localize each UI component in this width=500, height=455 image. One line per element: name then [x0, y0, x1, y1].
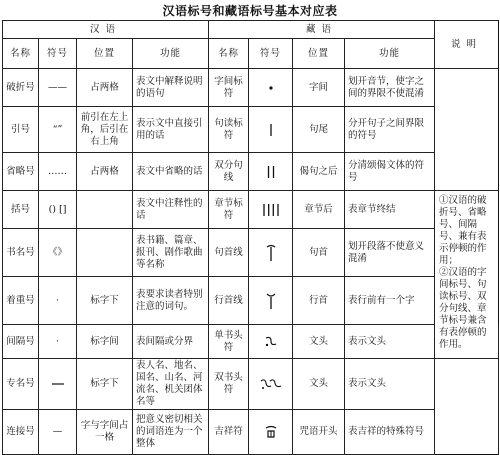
header-zang-symbol: 符号 — [249, 39, 293, 69]
row-han-name: 省略号 — [3, 153, 39, 191]
row-han-function: 表文中注释性的话 — [133, 191, 209, 229]
row-han-symbol: 《》 — [39, 229, 77, 277]
row-zang-name: 行首线 — [209, 277, 249, 325]
table-row — [3, 107, 499, 153]
row-han-position: 标字下 — [77, 277, 133, 325]
row-zang-function: 分开句子之间界限的符号 — [345, 107, 435, 153]
row-zang-function: 分清颂偈文体的符号 — [345, 153, 435, 191]
row-han-name: 破折号 — [3, 69, 39, 107]
row-zang-position: 句首 — [293, 229, 345, 277]
row-zang-position: 字间 — [293, 69, 345, 107]
table-row — [3, 359, 499, 410]
row-han-symbol: …… — [39, 153, 77, 191]
header-zang-position: 位置 — [293, 39, 345, 69]
row-han-name: 间隔号 — [3, 325, 39, 359]
row-han-symbol: · — [39, 277, 77, 325]
header-zang-name: 名称 — [209, 39, 249, 69]
note-1: ①汉语的破折号、省略号、间隔号、兼有表示停顿的作用； — [439, 195, 487, 266]
row-han-function: 表文中省略的话 — [133, 153, 209, 191]
row-zang-name: 双书头符 — [209, 359, 249, 410]
row-zang-function: 表示文头 — [345, 359, 435, 410]
note-empty-top — [435, 69, 499, 191]
header-han-position: 位置 — [77, 39, 133, 69]
row-han-function: 表间隔或分界 — [133, 325, 209, 359]
row-zang-position: 偈句之后 — [293, 153, 345, 191]
row-han-position: 占两格 — [77, 153, 133, 191]
header-han-symbol: 符号 — [39, 39, 77, 69]
row-zang-name: 章节标符 — [209, 191, 249, 229]
row-zang-name: 字间标符 — [209, 69, 249, 107]
page-title: 汉语标号和藏语标号基本对应表 — [162, 4, 338, 18]
row-han-position — [77, 191, 133, 229]
header-han-function: 功能 — [133, 39, 209, 69]
row-han-function: 表人名、地名、国名、山名、河流名、机关团体名等 — [133, 359, 209, 410]
line-head-icon — [249, 277, 293, 325]
row-zang-function: 表吉祥的特殊符号 — [345, 410, 435, 455]
row-han-name: 着重号 — [3, 277, 39, 325]
row-han-function: 把意义密切相关的词语连为一个整体 — [133, 410, 209, 455]
group-header-row — [3, 21, 499, 39]
quad-shad-icon — [249, 191, 293, 229]
single-yig-mgo-icon — [249, 325, 293, 359]
row-han-name: 书名号 — [3, 229, 39, 277]
row-han-name: 括号 — [3, 191, 39, 229]
row-zang-position: 咒语开头 — [293, 410, 345, 455]
row-zang-function: 划开音节，使字之间的界限不使混淆 — [345, 69, 435, 107]
table-row — [3, 325, 499, 359]
row-zang-function: 划开段落不使意义混淆 — [345, 229, 435, 277]
row-han-symbol: () [] — [39, 191, 77, 229]
row-han-function: 表书籍、篇章、报刊、剧作歌曲等名称 — [133, 229, 209, 277]
row-zang-position: 文头 — [293, 325, 345, 359]
row-han-position: 标字间 — [77, 325, 133, 359]
row-zang-position: 句尾 — [293, 107, 345, 153]
auspicious-mark-icon — [249, 410, 293, 455]
row-han-symbol: —— — [39, 69, 77, 107]
row-han-symbol: “” — [39, 107, 77, 153]
row-han-position — [77, 229, 133, 277]
row-zang-name: 单书头符 — [209, 325, 249, 359]
tsheg-dot-icon — [249, 69, 293, 107]
row-zang-name: 双分句线 — [209, 153, 249, 191]
row-han-position: 字与字间占一格 — [77, 410, 133, 455]
table-row — [3, 410, 499, 455]
header-han-name: 名称 — [3, 39, 39, 69]
table-row — [3, 229, 499, 277]
row-zang-function: 表行前有一个字 — [345, 277, 435, 325]
shad-stroke-icon — [249, 107, 293, 153]
row-han-function: 表文中解释说明的语句 — [133, 69, 209, 107]
notes-cell — [435, 191, 499, 359]
note-header: 说明 — [435, 21, 499, 69]
row-zang-function: 表示文头 — [345, 325, 435, 359]
row-zang-position: 章节后 — [293, 191, 345, 229]
table-row — [3, 191, 499, 229]
row-han-function: 表要求读者特别注意的词句。 — [133, 277, 209, 325]
row-han-position: 前引在左上角，后引在右上角 — [77, 107, 133, 153]
row-han-name: 引号 — [3, 107, 39, 153]
row-zang-name: 句首线 — [209, 229, 249, 277]
row-zang-name: 吉祥符 — [209, 410, 249, 455]
row-zang-name: 句读标符 — [209, 107, 249, 153]
row-han-symbol: — — [39, 410, 77, 455]
row-han-symbol — [39, 359, 77, 410]
group-header-han: 汉语 — [3, 21, 209, 39]
double-shad-icon — [249, 153, 293, 191]
column-header-row — [3, 39, 499, 69]
row-han-position: 占两格 — [77, 69, 133, 107]
head-mark-icon — [249, 229, 293, 277]
group-header-zang: 藏语 — [209, 21, 435, 39]
note-2: ②汉语的字间标号、句读标号、双分句线、章节标号兼含有表停顿的作用。 — [439, 267, 487, 350]
double-yig-mgo-icon — [249, 359, 293, 410]
row-han-symbol: · — [39, 325, 77, 359]
row-han-name: 专名号 — [3, 359, 39, 410]
row-zang-position: 行首 — [293, 277, 345, 325]
row-han-position: 标字下 — [77, 359, 133, 410]
row-han-name: 连接号 — [3, 410, 39, 455]
row-zang-function: 表章节终结 — [345, 191, 435, 229]
table-row — [3, 277, 499, 325]
table-row — [3, 69, 499, 107]
table-row — [3, 153, 499, 191]
comparison-table — [2, 20, 499, 455]
row-zang-position: 文头 — [293, 359, 345, 410]
header-zang-function: 功能 — [345, 39, 435, 69]
row-han-function: 表示文中直接引用的话 — [133, 107, 209, 153]
